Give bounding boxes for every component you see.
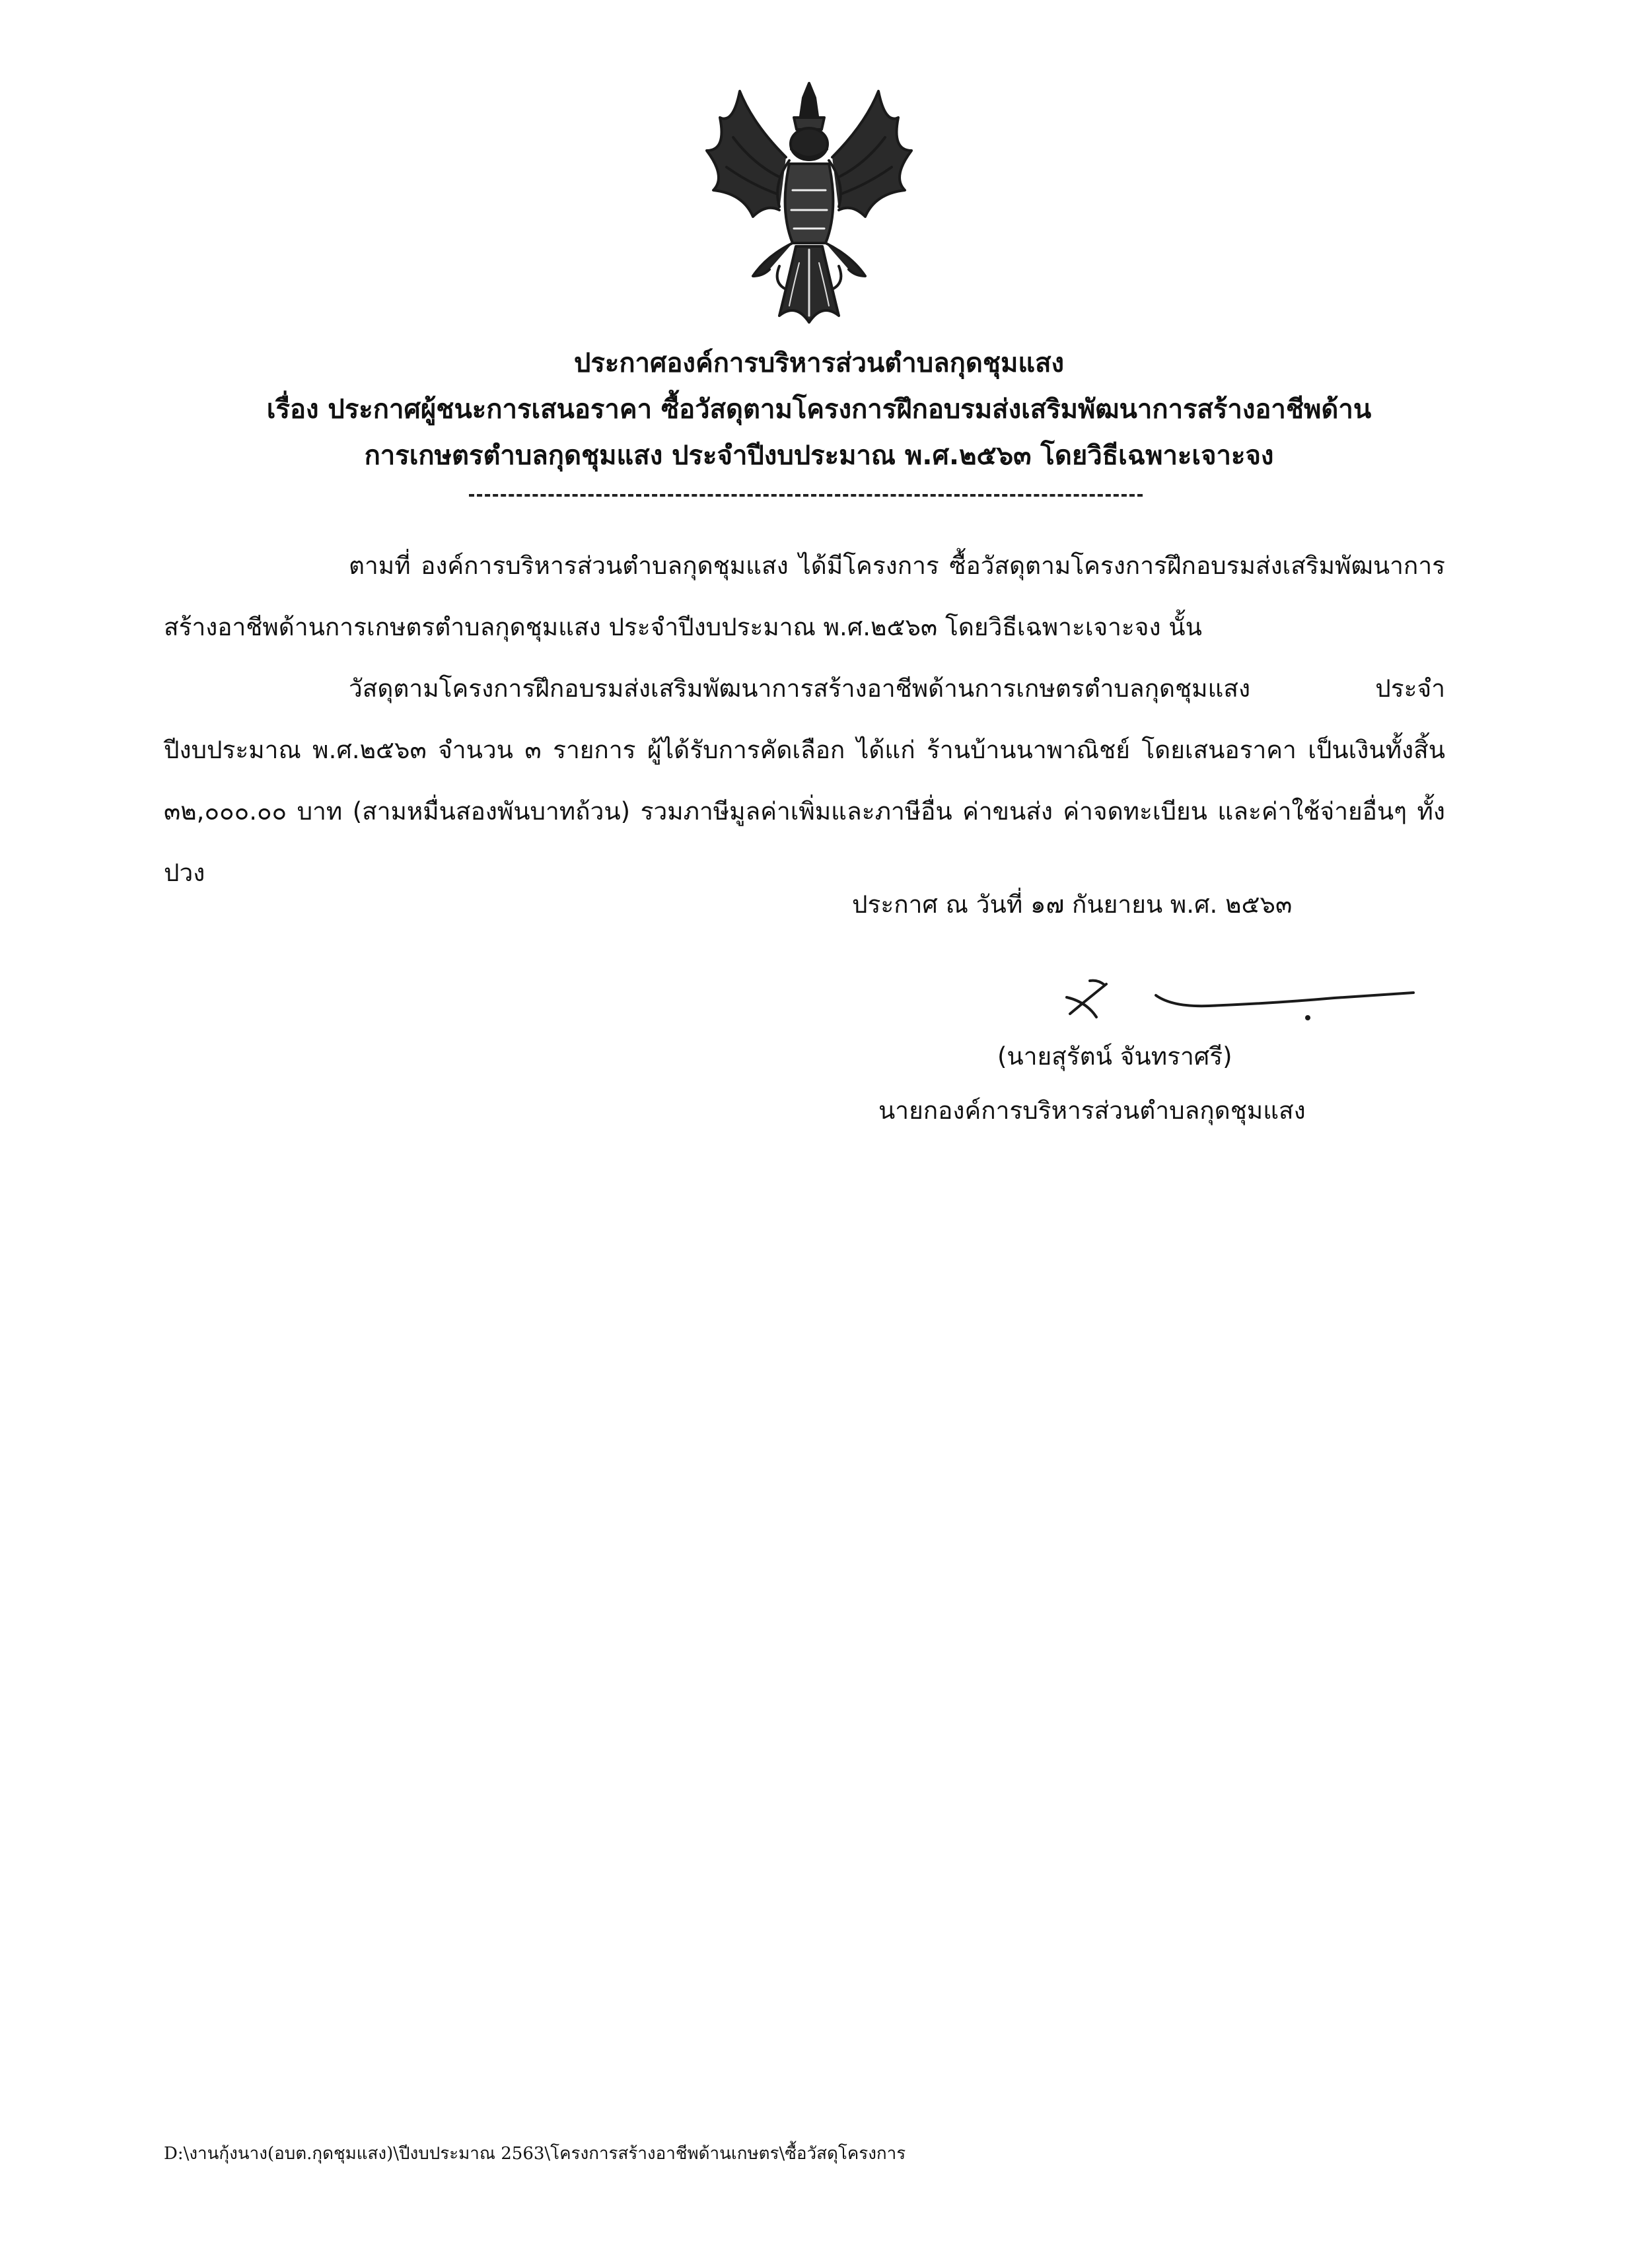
announcement-body — [164, 535, 1445, 904]
garuda-emblem — [680, 78, 938, 329]
title-line-1: ประกาศองค์การบริหารส่วนตำบลกุดชุมแสง — [573, 348, 1065, 378]
announcement-title — [0, 340, 1638, 479]
file-path-footer: D:\งานกุ้งนาง(อบต.กุดชุมแสง)\ปีงบประมาณ 2563\โครงการสร้างอาชีพด้านเกษตร\ซื้อวัสดุโครงการ — [164, 2144, 906, 2164]
dashed-divider — [469, 494, 1143, 497]
signer-position: นายกองค์การบริหารส่วนตำบลกุดชุมแสง — [878, 1096, 1306, 1125]
signature — [1057, 968, 1427, 1027]
title-line-2: เรื่อง ประกาศผู้ชนะการเสนอราคา ซื้อวัสดุตามโครงการฝึกอบรมส่งเสริมพัฒนาการสร้างอาชีพด้าน — [266, 394, 1372, 425]
signer-name: (นายสุรัตน์ จันทราศรี) — [997, 1042, 1232, 1071]
paragraph-1: ตามที่ องค์การบริหารส่วนตำบลกุดชุมแสง ได้มีโครงการ ซื้อวัสดุตามโครงการฝึกอบรมส่งเสริมพัฒนาการสร้างอาชีพด้านการเกษตรตำบลกุดชุมแสง ประจำปีงบประมาณ พ.ศ.๒๕๖๓ โดยวิธีเฉพาะเจาะจง นั้น — [164, 551, 1445, 641]
paragraph-2: วัสดุตามโครงการฝึกอบรมส่งเสริมพัฒนาการสร้างอาชีพด้านการเกษตรตำบลกุดชุมแสง ประจำปีงบประมาณ พ.ศ.๒๕๖๓ จำนวน ๓ รายการ ผู้ได้รับการคัดเลือก ได้แก่ ร้านบ้านนาพาณิชย์ โดยเสนอราคา เป็นเงินทั้งสิ้น ๓๒,๐๐๐.๐๐ บาท (สามหมื่นสองพันบาทถ้วน) รวมภาษีมูลค่าเพิ่มและภาษีอื่น ค่าขนส่ง ค่าจดทะเบียน และค่าใช้จ่ายอื่นๆ ทั้งปวง — [164, 674, 1445, 887]
announcement-date: ประกาศ ณ วันที่ ๑๗ กันยายน พ.ศ. ๒๕๖๓ — [852, 890, 1293, 919]
title-line-3: การเกษตรตำบลกุดชุมแสง ประจำปีงบประมาณ พ.ศ.๒๕๖๓ โดยวิธีเฉพาะเจาะจง — [364, 441, 1274, 471]
